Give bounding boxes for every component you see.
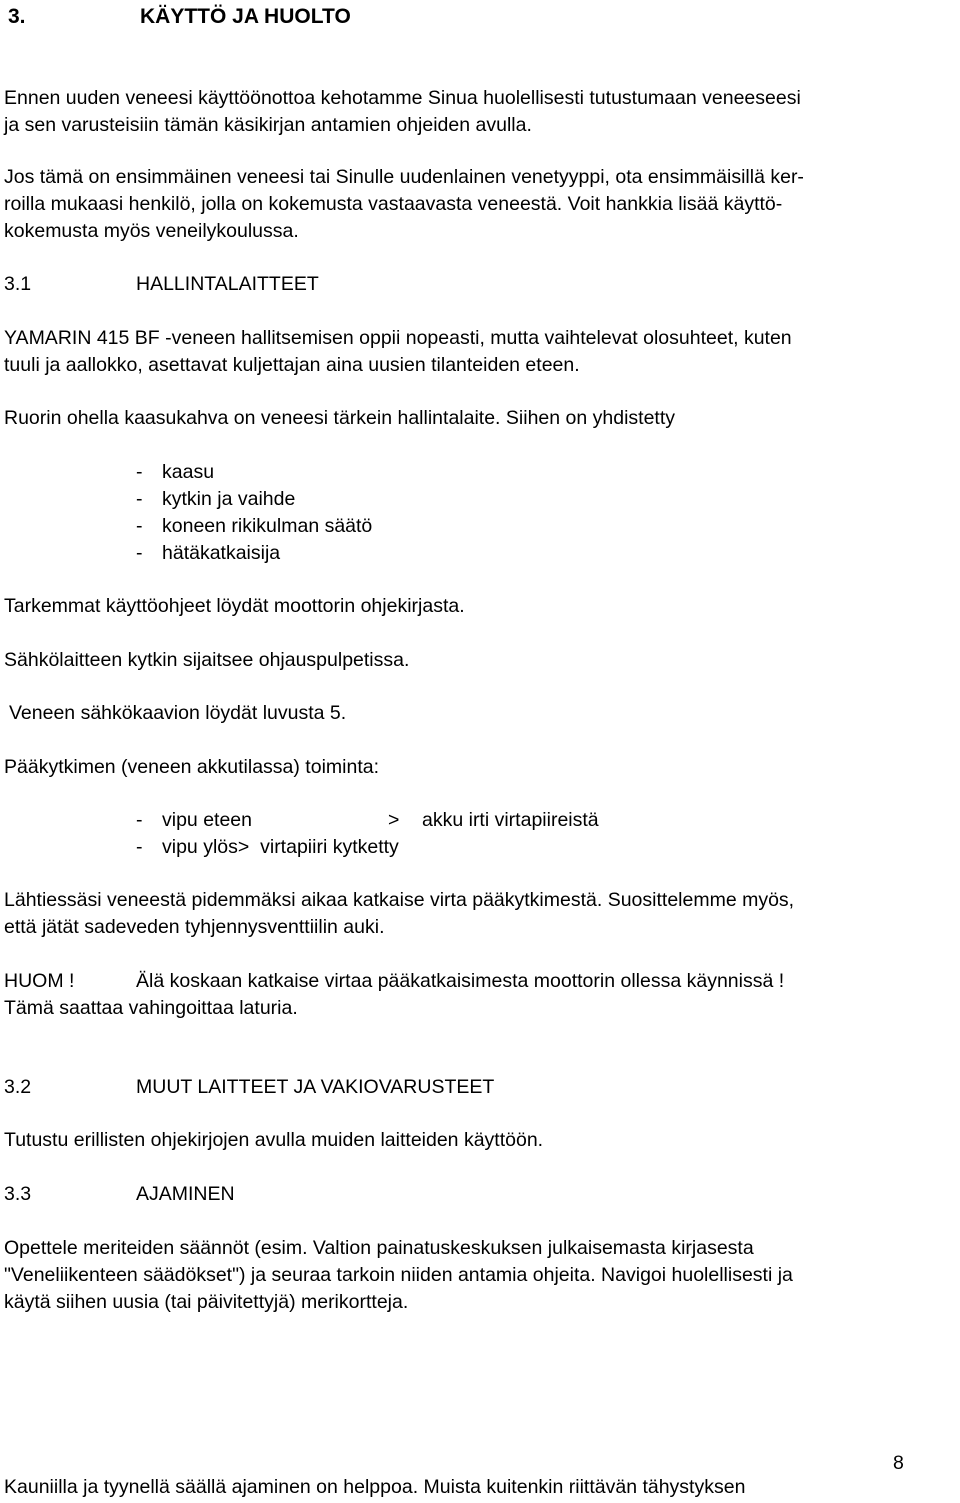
switch-result: virtapiiri kytketty (260, 836, 399, 858)
subsection-heading (4, 1181, 904, 1207)
paragraph-line: Pääkytkimen (veneen akkutilassa) toiminta: (4, 756, 380, 778)
paragraph-line: Ruorin ohella kaasukahva on veneesi tärkein hallintalaite. Siihen on yhdistetty (4, 407, 675, 429)
subsection-title: MUUT LAITTEET JA VAKIOVARUSTEET (136, 1076, 495, 1098)
footer-text: Kauniilla ja tyynellä säällä ajaminen on helppoa. Muista kuitenkin riittävän tähystyksen (4, 1476, 746, 1498)
switch-action: vipu eteen (162, 809, 252, 831)
warning-text: Tämä saattaa vahingoittaa laturia. (4, 997, 298, 1019)
subsection-title: HALLINTALAITTEET (136, 273, 319, 295)
intro-line: Ennen uuden veneesi käyttöönottoa kehotamme Sinua huolellisesti tutustumaan veneeseesi (4, 87, 801, 109)
paragraph-line: Veneen sähkökaavion löydät luvusta 5. (9, 702, 347, 724)
page-number: 8 (893, 1452, 904, 1474)
switch-action: vipu ylös (162, 836, 238, 858)
paragraph-line: Tutustu erillisten ohjekirjojen avulla muiden laitteiden käyttöön. (4, 1129, 544, 1151)
subsection-number: 3.2 (4, 1076, 32, 1098)
warning-label: HUOM ! (4, 970, 75, 992)
paragraph-line: tuuli ja aallokko, asettavat kuljettajan aina uusien tilanteiden eteen. (4, 354, 580, 376)
arrow-icon: > (388, 809, 400, 831)
paragraph-line: Tarkemmat käyttöohjeet löydät moottorin ohjekirjasta. (4, 595, 465, 617)
paragraph-line: Lähtiessäsi veneestä pidemmäksi aikaa katkaise virta pääkytkimestä. Suosittelemme myös, (4, 889, 795, 911)
intro-line: kokemusta myös veneilykoulussa. (4, 220, 299, 242)
subsection-heading (4, 271, 904, 297)
list-item: - koneen rikikulman säätö (136, 515, 373, 537)
list-item: - hätäkatkaisija (136, 542, 281, 564)
warning-text: Älä koskaan katkaise virtaa pääkatkaisimesta moottorin ollessa käynnissä ! (136, 970, 785, 992)
list-item: - kytkin ja vaihde (136, 488, 296, 510)
switch-row: - vipu ylös> virtapiiri kytketty (136, 836, 399, 858)
list-item: - kaasu (136, 461, 215, 483)
intro-line: ja sen varusteisiin tämän käsikirjan antamien ohjeiden avulla. (4, 114, 532, 136)
paragraph-line: Sähkölaitteen kytkin sijaitsee ohjauspulpetissa. (4, 649, 410, 671)
subsection-number: 3.1 (4, 273, 32, 295)
switch-result: akku irti virtapiireistä (422, 809, 599, 831)
intro-line: Jos tämä on ensimmäinen veneesi tai Sinulle uudenlainen venetyyppi, ota ensimmäisillä ker- (4, 166, 804, 188)
paragraph-line: käytä siihen uusia (tai päivitettyjä) merikortteja. (4, 1291, 409, 1313)
paragraph-line: että jätät sadeveden tyhjennysventtiilin auki. (4, 916, 385, 938)
section-number: 3. (8, 5, 26, 28)
paragraph-line: Opettele meriteiden säännöt (esim. Valtion painatuskeskuksen julkaisemasta kirjasesta (4, 1237, 754, 1259)
intro-line: roilla mukaasi henkilö, jolla on kokemusta vastaavasta veneestä. Voit hankkia lisää käyttö- (4, 193, 783, 215)
paragraph-line: "Veneliikenteen säädökset") ja seuraa tarkoin niiden antamia ohjeita. Navigoi huolellisesti ja (4, 1264, 793, 1286)
subsection-title: AJAMINEN (136, 1183, 235, 1205)
arrow-icon: > (237, 836, 250, 858)
subsection-heading (4, 1074, 904, 1100)
switch-row: - vipu eteen > akku irti virtapiireistä (136, 809, 599, 831)
section-title: KÄYTTÖ JA HUOLTO (140, 5, 351, 28)
paragraph-line: YAMARIN 415 BF -veneen hallitsemisen oppii nopeasti, mutta vaihtelevat olosuhteet, kuten (4, 327, 792, 349)
warning-line (4, 968, 924, 994)
subsection-number: 3.3 (4, 1183, 32, 1205)
